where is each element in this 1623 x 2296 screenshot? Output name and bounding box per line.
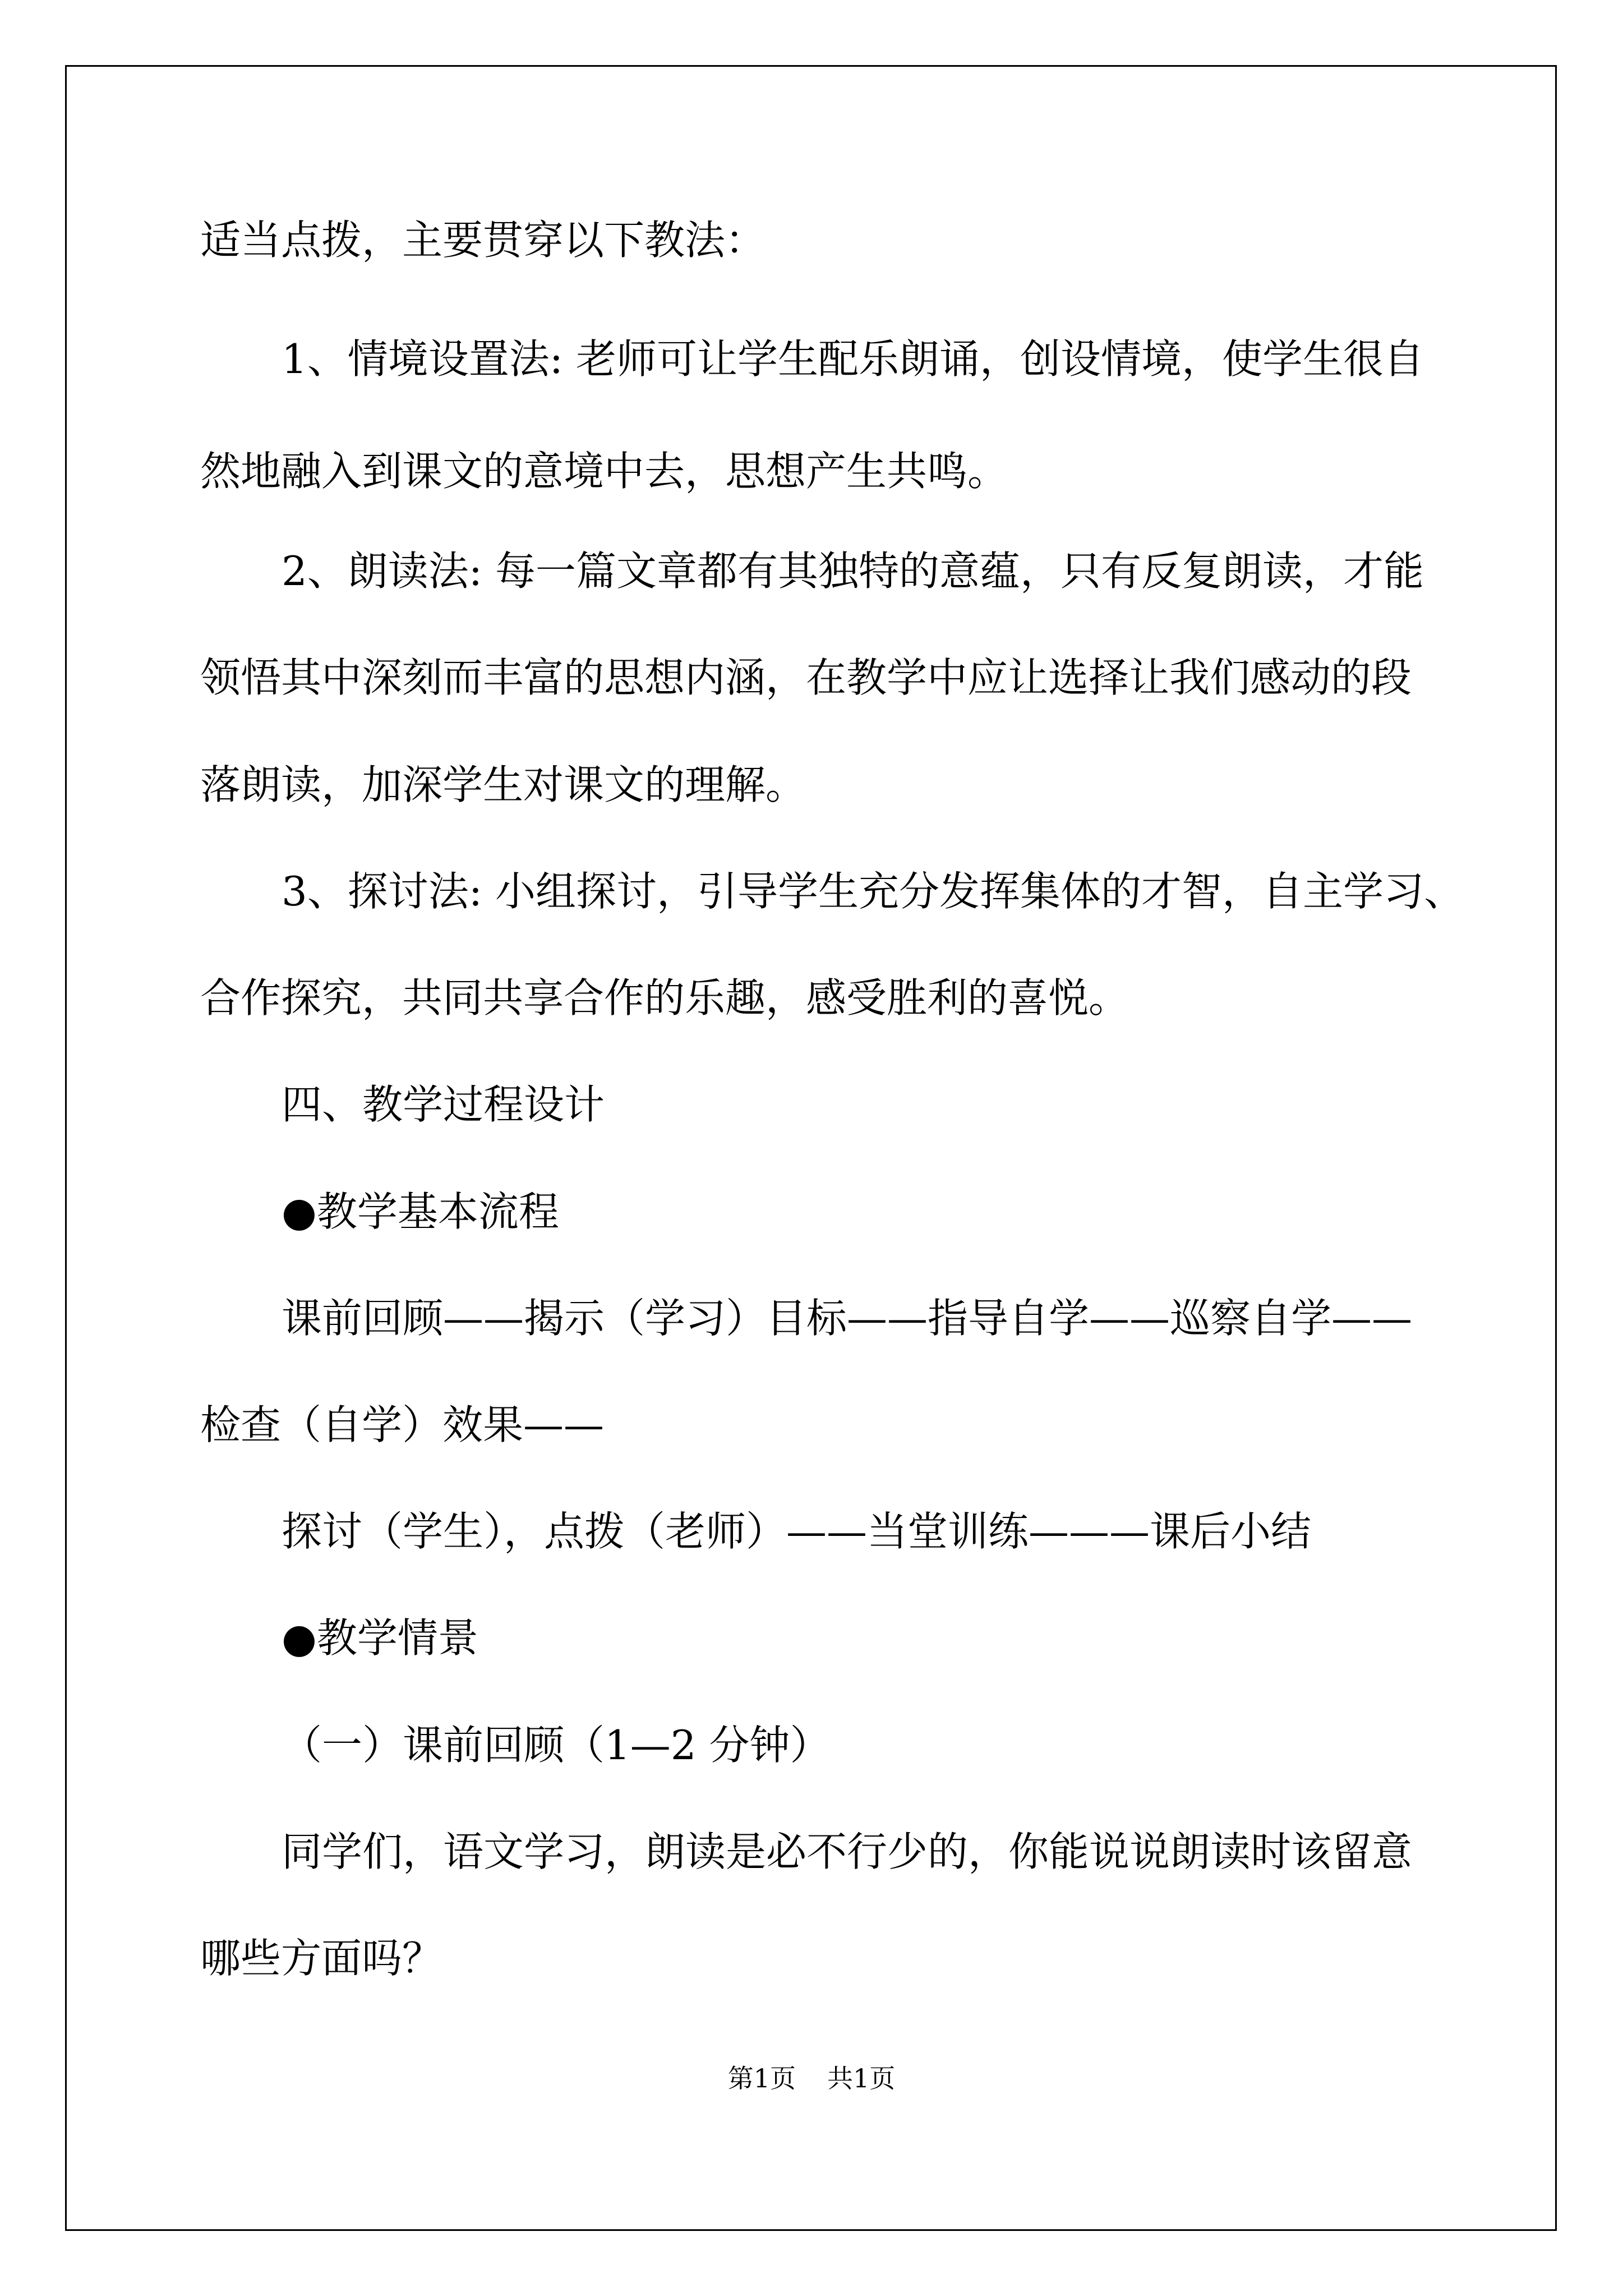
bullet-heading: ●教学情景: [282, 1614, 478, 1662]
paragraph-line: 领悟其中深刻而丰富的思想内涵，在教学中应让选择让我们感动的段: [200, 654, 1412, 701]
paragraph-line: 哪些方面吗？: [200, 1935, 443, 1982]
paragraph-line: 同学们，语文学习，朗读是必不行少的，你能说说朗读时该留意: [282, 1828, 1413, 1875]
page-border: [65, 65, 1557, 2231]
page-total: 共1页: [827, 2063, 896, 2093]
section-heading: 四、教学过程设计: [282, 1081, 605, 1128]
paragraph-line: 然地融入到课文的意境中去，思想产生共鸣。: [200, 448, 1008, 495]
subsection-heading: （一）课前回顾（1—2 分钟）: [282, 1722, 831, 1769]
paragraph-line: 2、朗读法: 每一篇文章都有其独特的意蕴，只有反复朗读，才能: [282, 547, 1424, 595]
paragraph-line: 1、情境设置法: 老师可让学生配乐朗诵，创设情境，使学生很自: [282, 335, 1424, 383]
paragraph-line: 合作探究，共同共享合作的乐趣，感受胜利的喜悦。: [200, 974, 1129, 1022]
bullet-heading: ●教学基本流程: [282, 1188, 559, 1235]
page-number: 第1页: [727, 2063, 796, 2093]
paragraph-line: 落朗读，加深学生对课文的理解。: [200, 761, 806, 808]
paragraph-line: 3、探讨法: 小组探讨，引导学生充分发挥集体的才智，自主学习、: [282, 868, 1464, 915]
paragraph-line: 课前回顾——揭示（学习）目标——指导自学——巡察自学——: [282, 1295, 1413, 1342]
paragraph-line: 探讨（学生），点拨（老师）——当堂训练———课后小结: [282, 1508, 1312, 1555]
page-footer: [0, 2065, 1623, 2091]
paragraph-line: 适当点拨，主要贯穿以下教法：: [200, 217, 766, 264]
paragraph-line: 检查（自学）效果——: [200, 1401, 605, 1448]
